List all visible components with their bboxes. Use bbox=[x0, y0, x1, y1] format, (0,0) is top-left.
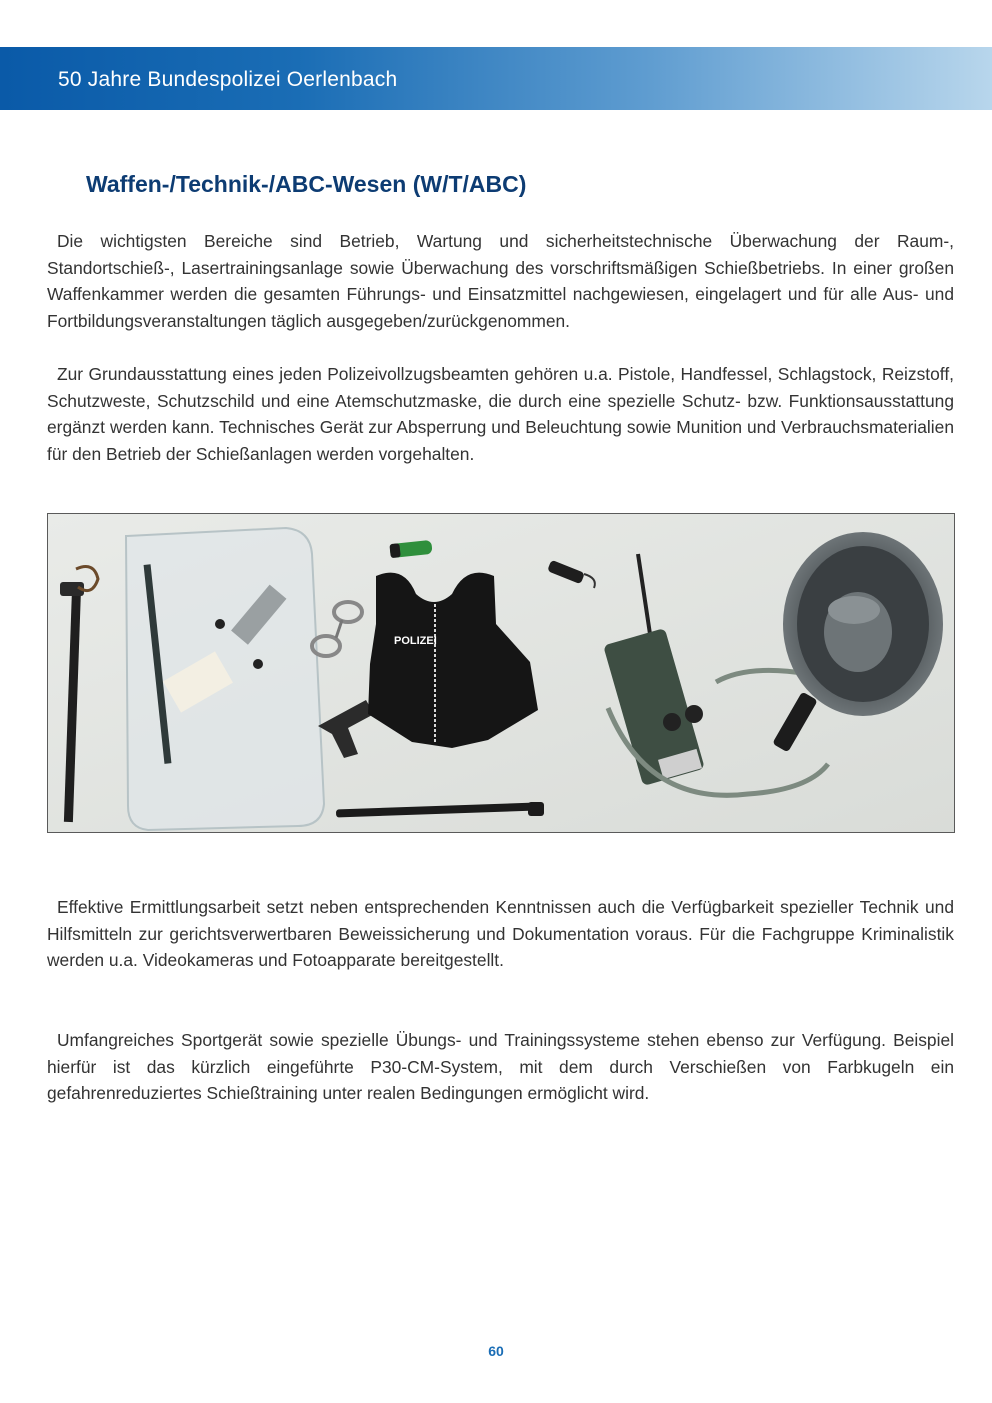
page-number: 60 bbox=[488, 1343, 504, 1359]
header-title: 50 Jahre Bundespolizei Oerlenbach bbox=[58, 68, 398, 91]
protective-shield bbox=[126, 528, 324, 830]
vest-label: POLIZEI bbox=[394, 635, 437, 647]
paragraph-4: Umfangreiches Sportgerät sowie spezielle Übungs- und Trainingssysteme stehen ebenso zur Verfügung. Beispiel hierfür ist das kürzlich eingeführte P30-CM-System, mit dem durch Verschießen von Farbkugeln ein gefahrenreduziertes Schießtraining unter realen Bedingungen ermöglicht wird. bbox=[47, 1030, 954, 1104]
equipment-photo bbox=[47, 513, 955, 833]
paragraph-1: Die wichtigsten Bereiche sind Betrieb, Wartung und sicherheitstechnische Überwachung der Raum-, Standortschieß-, Lasertrainingsanlage sowie Überwachung des vorschriftsmäßigen Schießbetriebs. In einer großen Waffenkammer werden die gesamten Führungs- und Einsatzmittel nachgewiesen, eingelagert und für alle Aus- und Fortbildungsveranstaltungen täglich ausgegeben/zurückgenommen. bbox=[47, 231, 954, 331]
paragraph-3: Effektive Ermittlungsarbeit setzt neben entsprechenden Kenntnissen auch die Verfügbarkeit spezieller Technik und Hilfsmitteln zur gerichtsverwertbaren Beweissicherung und Dokumentation voraus. Für die Fachgruppe Kriminalistik werden u.a. Videokameras und Fotoapparate bereitgestellt. bbox=[47, 897, 954, 971]
header-band bbox=[0, 47, 992, 110]
paragraph-2: Zur Grundausstattung eines jeden Polizeivollzugsbeamten gehören u.a. Pistole, Handfessel, Schlagstock, Reizstoff, Schutzweste, Schutzschild und eine Atemschutzmaske, die durch eine spezielle Schutz- bzw. Funktionsausstattung ergänzt werden kann. Technisches Gerät zur Absperrung und Beleuchtung sowie Munition und Verbrauchsmaterialien für den Betrieb der Schießanlagen werden vorgehalten. bbox=[47, 364, 954, 464]
section-title: Waffen-/Technik-/ABC-Wesen (W/T/ABC) bbox=[86, 171, 527, 197]
